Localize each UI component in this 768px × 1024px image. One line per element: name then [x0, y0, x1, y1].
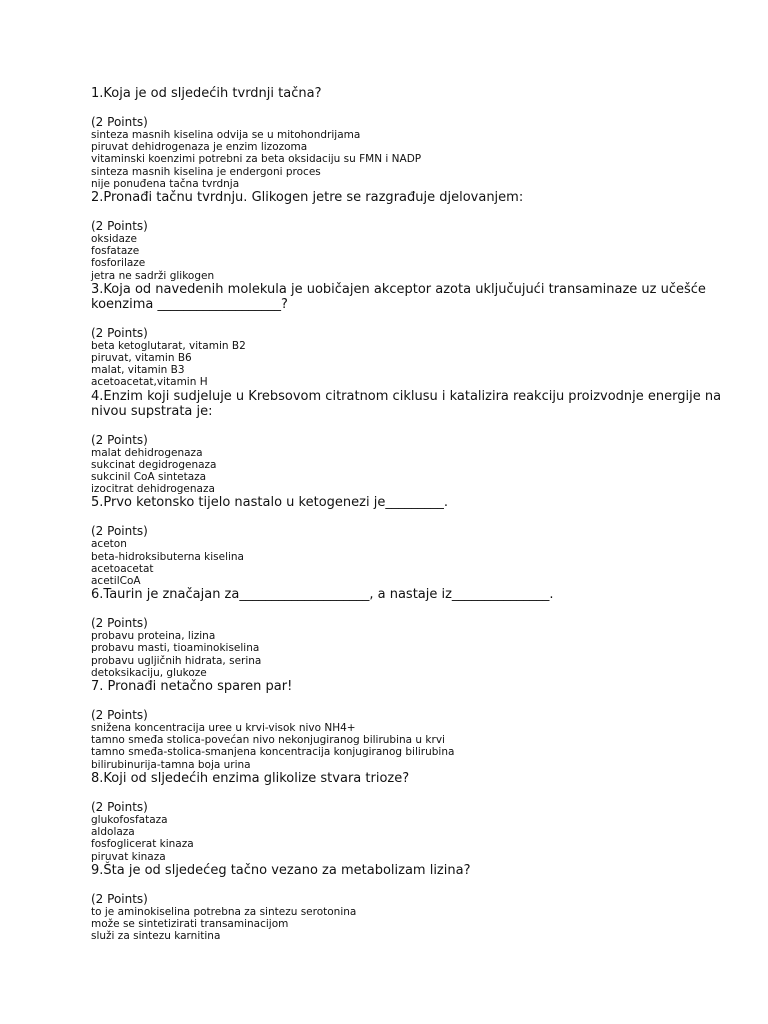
question-2	[91, 190, 731, 282]
option-list	[91, 129, 731, 190]
question-text: 7. Pronađi netačno sparen par!	[91, 679, 293, 695]
option: bilirubinurija-tamna boja urina	[91, 758, 251, 771]
question-text: 9.Šta je od sljedećeg tačno vezano za metabolizam lizina?	[91, 862, 471, 878]
option-list	[91, 630, 731, 679]
question-text: 8.Koji od sljedećih enzima glikolize stvara trioze?	[91, 770, 410, 786]
question-text: 4.Enzim koji sudjeluje u Krebsovom citratnom ciklusu i katalizira reakciju proizvodnje energije na nivou supstrata je:	[91, 388, 722, 419]
option: fosfataze	[91, 245, 140, 258]
option-list	[91, 814, 731, 863]
option: služi za sintezu karnitina	[91, 930, 221, 943]
option: probavu ugljičnih hidrata, serina	[91, 654, 262, 667]
option: jetra ne sadrži glikogen	[91, 269, 215, 282]
question-9	[91, 863, 731, 943]
option-list	[91, 538, 731, 587]
option: acetoacetat	[91, 562, 154, 575]
option: beta-hidroksibuterna kiselina	[91, 550, 244, 563]
points-label: (2 Points)	[91, 616, 148, 631]
option-list	[91, 722, 731, 771]
question-6	[91, 587, 731, 679]
points-label: (2 Points)	[91, 891, 148, 906]
points-label: (2 Points)	[91, 708, 148, 723]
option-list	[91, 447, 731, 496]
option: može se sintetizirati transaminacijom	[91, 917, 289, 930]
option: probavu masti, tioaminokiselina	[91, 642, 260, 655]
points-label: (2 Points)	[91, 524, 148, 539]
question-8	[91, 771, 731, 863]
option: aldolaza	[91, 826, 135, 839]
points-label: (2 Points)	[91, 219, 148, 234]
quiz-document	[91, 86, 731, 942]
question-text: 2.Pronađi tačnu tvrdnju. Glikogen jetre se razgrađuje djelovanjem:	[91, 190, 524, 206]
option: piruvat dehidrogenaza je enzim lizozoma	[91, 141, 308, 154]
option: malat dehidrogenaza	[91, 446, 203, 459]
option: sinteza masnih kiselina je endergoni proces	[91, 165, 321, 178]
question-text: 1.Koja je od sljedećih tvrdnji tačna?	[91, 86, 322, 101]
option-list	[91, 233, 731, 282]
option: aceton	[91, 538, 127, 551]
option: beta ketoglutarat, vitamin B2	[91, 339, 246, 352]
question-text: 5.Prvo ketonsko tijelo nastalo u ketogenezi je_________.	[91, 495, 448, 511]
question-7	[91, 679, 731, 771]
question-1	[91, 86, 731, 190]
question-5	[91, 495, 731, 587]
option: acetilCoA	[91, 575, 141, 588]
option: probavu proteina, lizina	[91, 630, 216, 643]
points-label: (2 Points)	[91, 799, 148, 814]
option: tamno smeđa-stolica-smanjena koncentracija konjugiranog bilirubina	[91, 746, 455, 759]
question-text: 3.Koja od navedenih molekula je uobičajen akceptor azota uključujući transaminaze uz učešće koenzima ___________________?	[91, 281, 706, 312]
option: nije ponuđena tačna tvrdnja	[91, 177, 240, 190]
option: sukcinil CoA sintetaza	[91, 471, 207, 484]
points-label: (2 Points)	[91, 115, 148, 129]
option: tamno smeđa stolica-povećan nivo nekonjugiranog bilirubina u krvi	[91, 734, 445, 747]
question-4	[91, 389, 731, 496]
option: fosfoglicerat kinaza	[91, 838, 194, 851]
option: piruvat, vitamin B6	[91, 352, 192, 365]
option: detoksikaciju, glukoze	[91, 666, 207, 679]
question-3	[91, 282, 731, 389]
option: snižena koncentracija uree u krvi-visok nivo NH4+	[91, 722, 356, 735]
option: malat, vitamin B3	[91, 364, 185, 377]
option: vitaminski koenzimi potrebni za beta oksidaciju su FMN i NADP	[91, 153, 422, 166]
option: oksidaze	[91, 233, 137, 246]
option: sukcinat degidrogenaza	[91, 458, 217, 471]
points-label: (2 Points)	[91, 325, 148, 340]
question-text: 6.Taurin je značajan za____________________, a nastaje iz_______________.	[91, 587, 554, 603]
option: izocitrat dehidrogenaza	[91, 483, 215, 496]
option: acetoacetat,vitamin H	[91, 376, 208, 389]
option-list	[91, 906, 731, 943]
option: piruvat kinaza	[91, 850, 166, 863]
option: to je aminokiselina potrebna za sintezu serotonina	[91, 905, 357, 918]
option: glukofosfataza	[91, 813, 168, 826]
points-label: (2 Points)	[91, 432, 148, 447]
option-list	[91, 340, 731, 389]
option: sinteza masnih kiselina odvija se u mitohondrijama	[91, 129, 361, 141]
option: fosforilaze	[91, 257, 146, 270]
